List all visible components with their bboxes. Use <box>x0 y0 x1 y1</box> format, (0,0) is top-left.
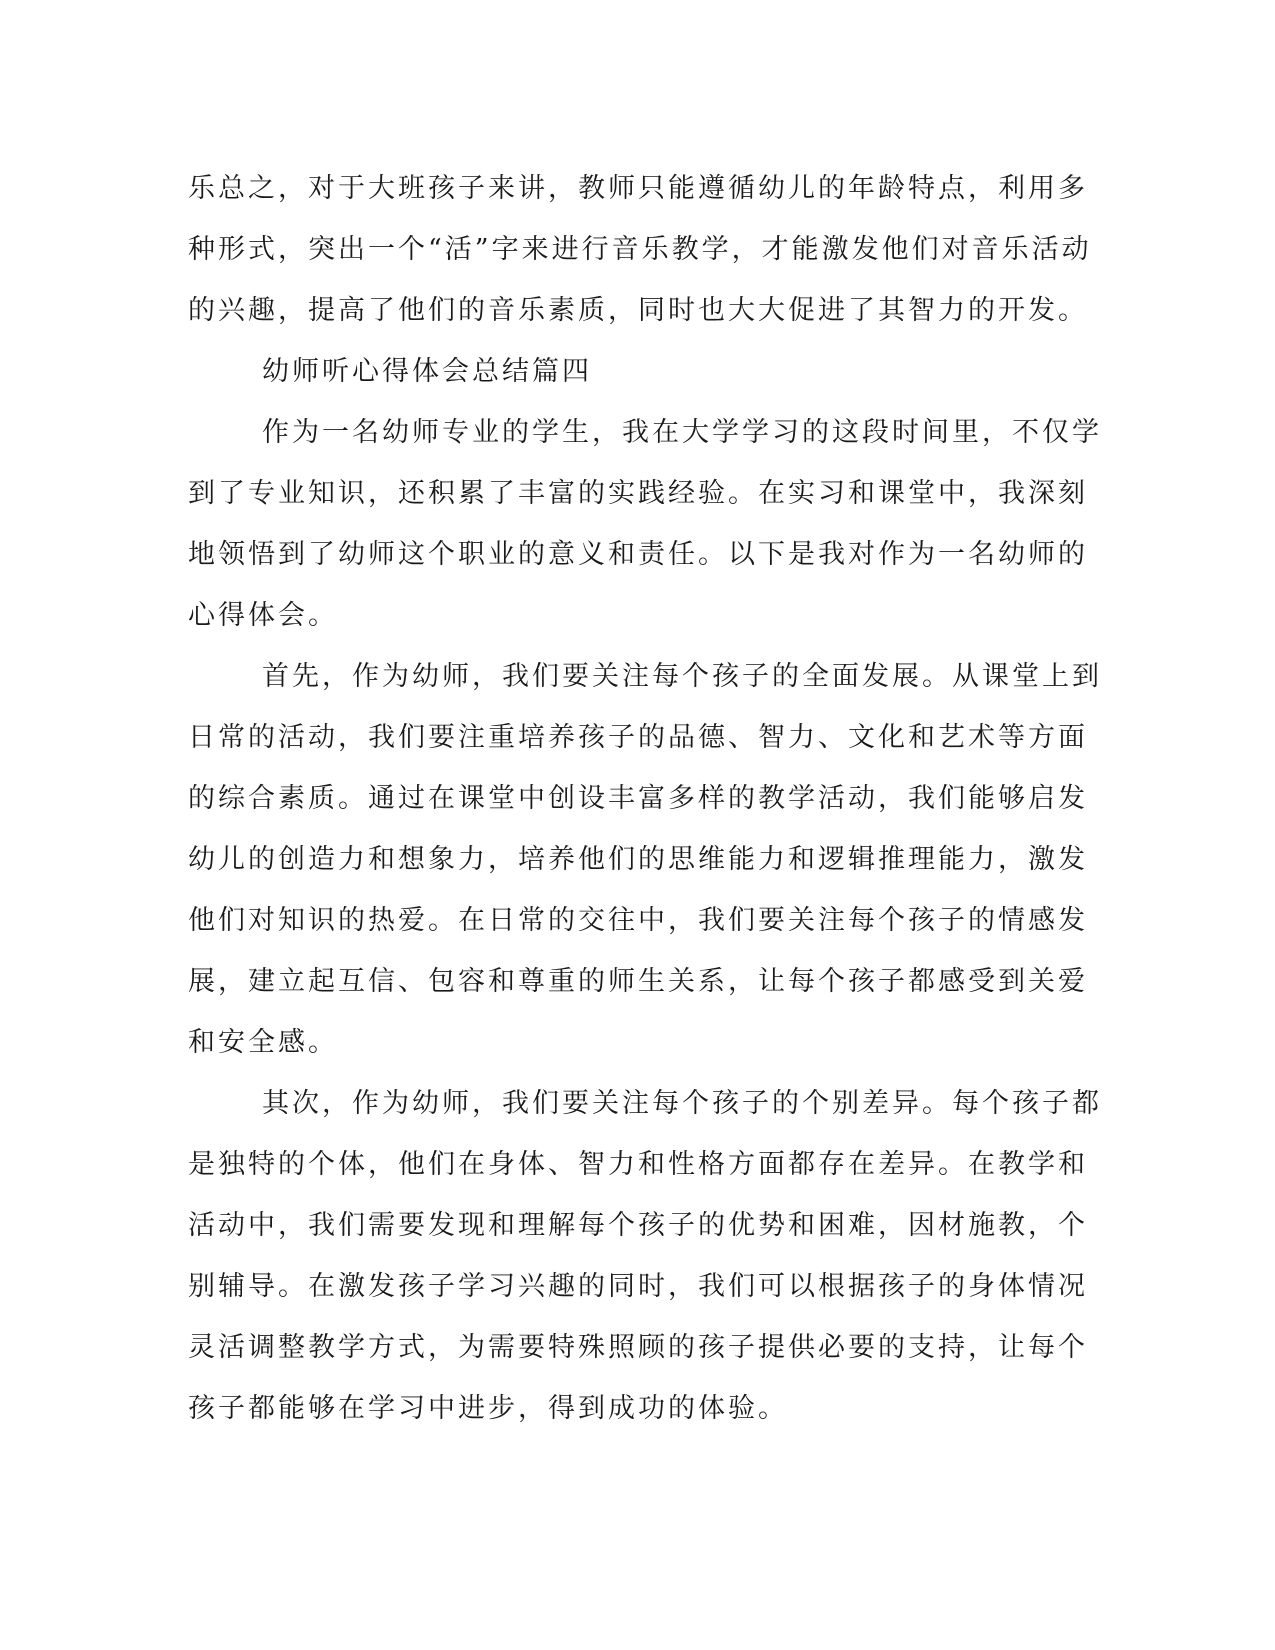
paragraph-intro <box>188 158 1092 341</box>
section-heading <box>188 341 1068 402</box>
text-line: 是独特的个体，他们在身体、智力和性格方面都存在差异。在教学和 <box>188 1149 1088 1180</box>
text-line: 其次，作为幼师，我们要关注每个孩子的个别差异。每个孩子都 <box>262 1088 1102 1119</box>
text-line: 作为一名幼师专业的学生，我在大学学习的这段时间里，不仅学 <box>262 417 1102 448</box>
text-line: 活动中，我们需要发现和理解每个孩子的优势和困难，因材施教，个 <box>188 1210 1088 1241</box>
text-line: 日常的活动，我们要注重培养孩子的品德、智力、文化和艺术等方面 <box>188 722 1088 753</box>
text-line: 和安全感。 <box>188 1027 338 1058</box>
text-line: 地领悟到了幼师这个职业的意义和责任。以下是我对作为一名幼师的 <box>188 539 1088 570</box>
text-line: 他们对知识的热爱。在日常的交往中，我们要关注每个孩子的情感发 <box>188 905 1088 936</box>
text-line: 灵活调整教学方式，为需要特殊照顾的孩子提供必要的支持，让每个 <box>188 1332 1088 1363</box>
heading-text: 幼师听心得体会总结篇四 <box>262 356 592 387</box>
text-line: 的兴趣，提高了他们的音乐素质，同时也大大促进了其智力的开发。 <box>188 295 1088 326</box>
text-line: 孩子都能够在学习中进步，得到成功的体验。 <box>188 1393 788 1424</box>
text-line: 种形式，突出一个“活”字来进行音乐教学，才能激发他们对音乐活动 <box>188 234 1092 265</box>
paragraph-first-point <box>188 646 1102 1073</box>
text-line: 的综合素质。通过在课堂中创设丰富多样的教学活动，我们能够启发 <box>188 783 1088 814</box>
text-line: 展，建立起互信、包容和尊重的师生关系，让每个孩子都感受到关爱 <box>188 966 1088 997</box>
document-body <box>188 158 1102 1439</box>
text-line: 别辅导。在激发孩子学习兴趣的同时，我们可以根据孩子的身体情况 <box>188 1271 1088 1302</box>
text-line: 到了专业知识，还积累了丰富的实践经验。在实习和课堂中，我深刻 <box>188 478 1088 509</box>
text-line: 乐总之，对于大班孩子来讲，教师只能遵循幼儿的年龄特点，利用多 <box>188 173 1088 204</box>
text-line: 幼儿的创造力和想象力，培养他们的思维能力和逻辑推理能力，激发 <box>188 844 1088 875</box>
paragraph-second-point <box>188 1073 1102 1439</box>
text-line: 首先，作为幼师，我们要关注每个孩子的全面发展。从课堂上到 <box>262 661 1102 692</box>
paragraph-introduction <box>188 402 1102 646</box>
text-line: 心得体会。 <box>188 600 338 631</box>
